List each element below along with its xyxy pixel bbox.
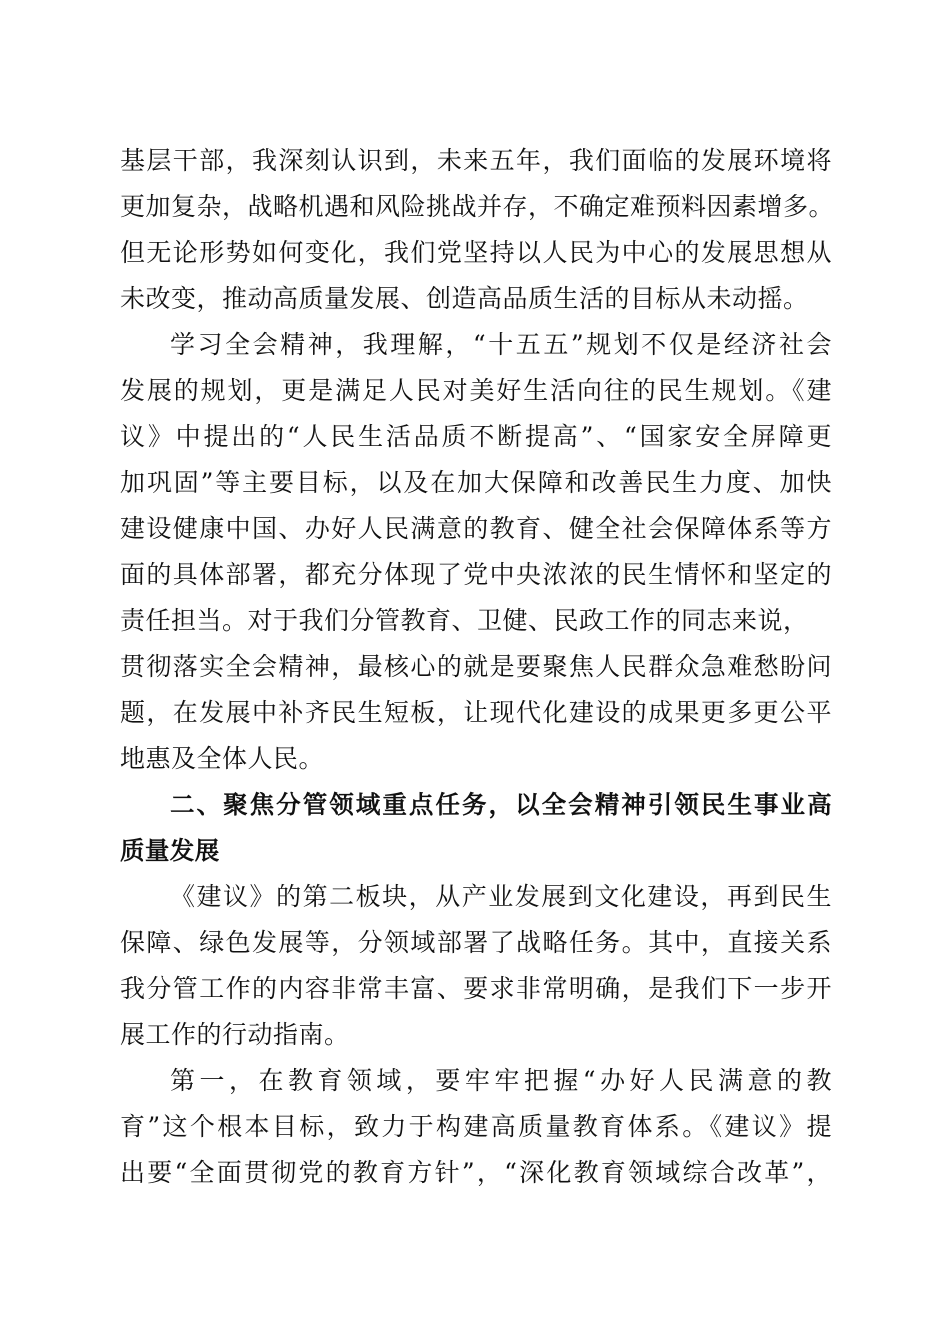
paragraph-line: 地惠及全体人民。 [120,744,325,773]
section-heading: 二、聚焦分管领域重点任务，以全会精神引领民生事业高 [170,790,832,819]
paragraph-first-line: 学习全会精神，我理解，“十五五”规划不仅是经济社会 [170,330,832,359]
paragraph-line: 面的具体部署，都充分体现了党中央浓浓的民生情怀和坚定的 [120,560,832,589]
paragraph-line: 贯彻落实全会精神，最核心的就是要聚焦人民群众急难愁盼问 [120,652,832,681]
paragraph-line: 议》中提出的“人民生活品质不断提高”、“国家安全屏障更 [120,422,832,451]
paragraph-line: 我分管工作的内容非常丰富、要求非常明确，是我们下一步开 [120,974,832,1003]
paragraph-line: 更加复杂，战略机遇和风险挑战并存，不确定难预料因素增多。 [120,192,835,221]
paragraph-line: 题，在发展中补齐民生短板，让现代化建设的成果更多更公平 [120,698,832,727]
section-heading-continued: 质量发展 [120,836,220,865]
paragraph-line: 责任担当。对于我们分管教育、卫健、民政工作的同志来说， [120,606,809,635]
paragraph-line: 发展的规划，更是满足人民对美好生活向往的民生规划。《建 [120,376,832,405]
paragraph-line: 出要“全面贯彻党的教育方针”，“深化教育领域综合改革”， [120,1158,832,1187]
paragraph-line: 未改变，推动高质量发展、创造高品质生活的目标从未动摇。 [120,284,809,313]
paragraph-line: 加巩固”等主要目标，以及在加大保障和改善民生力度、加快 [120,468,832,497]
paragraph-first-line: 第一，在教育领域，要牢牢把握“办好人民满意的教 [170,1066,832,1095]
paragraph-first-line: 《建议》的第二板块，从产业发展到文化建设，再到民生 [170,882,832,911]
paragraph-line: 但无论形势如何变化，我们党坚持以人民为中心的发展思想从 [120,238,832,267]
paragraph-line: 展工作的行动指南。 [120,1020,350,1049]
paragraph-line: 保障、绿色发展等，分领域部署了战略任务。其中，直接关系 [120,928,832,957]
paragraph-line: 建设健康中国、办好人民满意的教育、健全社会保障体系等方 [120,514,832,543]
paragraph-line: 基层干部，我深刻认识到，未来五年，我们面临的发展环境将 [120,146,832,175]
paragraph-line: 育”这个根本目标，致力于构建高质量教育体系。《建议》提 [120,1112,832,1141]
